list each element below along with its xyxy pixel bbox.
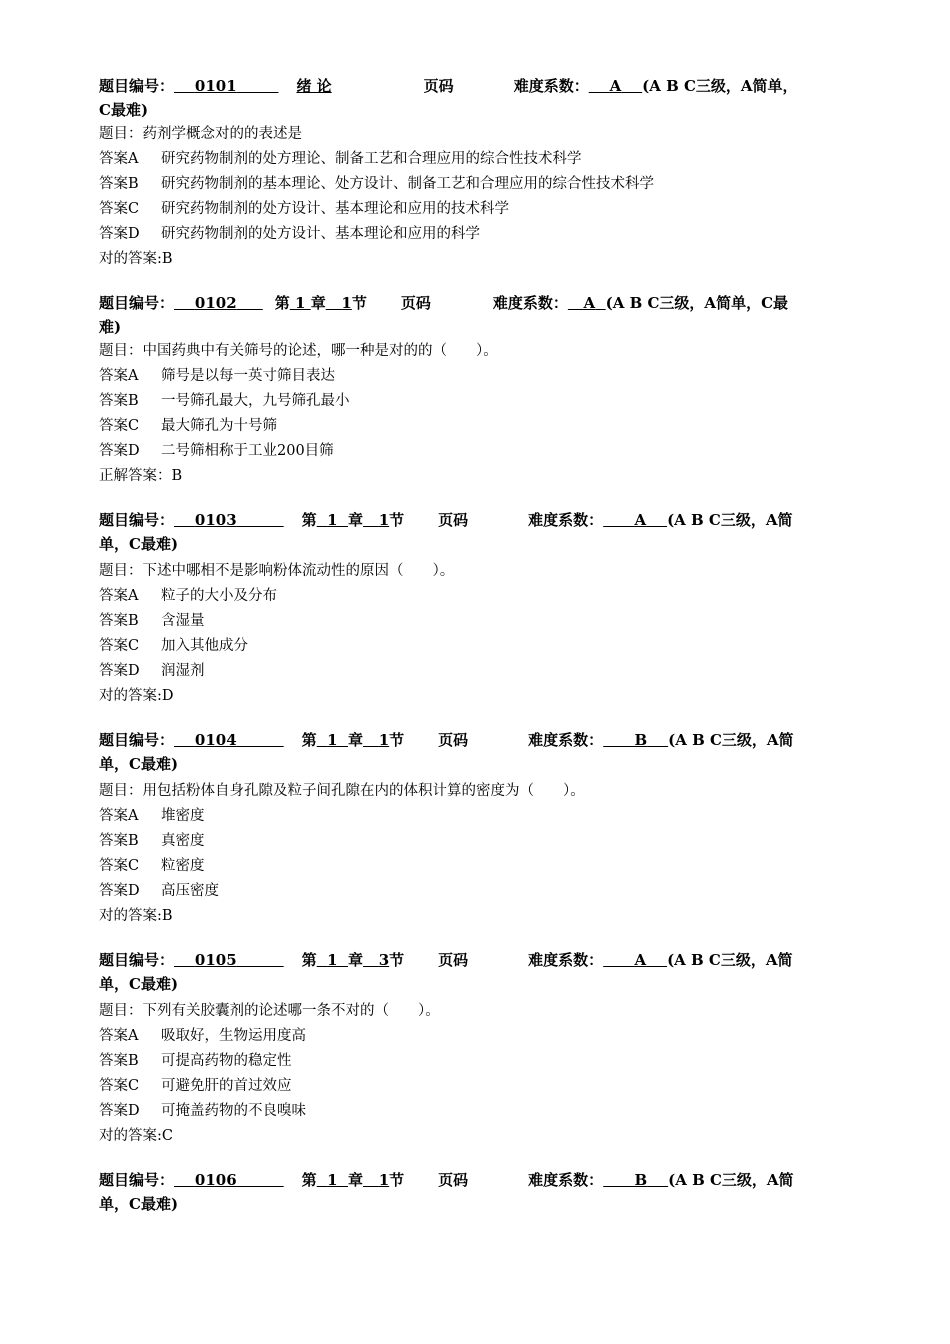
difficulty-label: 难度系数：: [513, 77, 589, 95]
question-block: [99, 728, 859, 929]
difficulty-scale-end: 单，C最难): [99, 1195, 179, 1213]
correct-answer: 对的答案:D: [99, 688, 174, 704]
chapter-number: 1: [295, 294, 306, 312]
difficulty-label: 难度系数：: [492, 294, 568, 312]
number-label: 题目编号：: [99, 77, 175, 95]
option-b: 答案B 研究药物制剂的基本理论、处方设计、制备工艺和合理应用的综合性技术科学: [99, 176, 654, 192]
difficulty-value: A: [634, 951, 647, 969]
option-c: 答案C 粒密度: [99, 858, 205, 874]
option-d: 答案D 研究药物制剂的处方设计、基本理论和应用的科学: [99, 226, 480, 242]
difficulty-scale: (A B C三级，A简: [667, 951, 793, 969]
question-header: 题目编号： 0103 第 1 章 1节 页码 难度系数： A (A B C三级，A简 单，C最难): [99, 511, 793, 553]
question-number: 0101: [194, 77, 237, 95]
question-text: 题目：下述中哪相不是影响粉体流动性的原因（ ）。: [99, 563, 455, 579]
correct-answer: 正解答案：B: [99, 468, 183, 484]
page-label: 页码: [400, 294, 431, 312]
difficulty-scale: (A B C三级，A简: [668, 1171, 794, 1189]
option-b: 答案B 一号筛孔最大，九号筛孔最小: [99, 393, 350, 409]
option-c: 答案C 研究药物制剂的处方设计、基本理论和应用的技术科学: [99, 201, 509, 217]
difficulty-value: A: [609, 77, 622, 95]
question-text: 题目：药剂学概念对的的表述是: [99, 126, 302, 142]
chapter-number: 1: [327, 731, 338, 749]
question-block: [99, 1168, 859, 1216]
option-a: 答案A 粒子的大小及分布: [99, 588, 277, 604]
difficulty-scale-end: 单，C最难): [99, 975, 179, 993]
difficulty-scale-end: C最难): [99, 101, 149, 119]
option-c: 答案C 最大筛孔为十号筛: [99, 418, 277, 434]
option-d: 答案D 润湿剂: [99, 663, 205, 679]
correct-answer: 对的答案:B: [99, 908, 173, 924]
number-label: 题目编号：: [99, 731, 175, 749]
option-a: 答案A 研究药物制剂的处方理论、制备工艺和合理应用的综合性技术科学: [99, 151, 582, 167]
option-a: 答案A 吸取好，生物运用度高: [99, 1028, 306, 1044]
difficulty-scale: (A B C三级，A简单，C最: [605, 294, 789, 312]
page-label: 页码: [438, 731, 469, 749]
question-block: [99, 291, 859, 489]
question-block: [99, 508, 859, 709]
chapter-number: 1: [327, 511, 338, 529]
difficulty-scale-end: 单，C最难): [99, 755, 179, 773]
difficulty-scale: (A B C三级，A简: [668, 731, 794, 749]
difficulty-value: B: [634, 731, 648, 749]
question-text: 题目：下列有关胶囊剂的论述哪一条不对的（ ）。: [99, 1003, 440, 1019]
chapter-label: 第: [274, 294, 290, 312]
correct-answer: 对的答案:C: [99, 1128, 173, 1144]
chapter-label: 第: [301, 951, 317, 969]
question-block: [99, 74, 859, 272]
section-number: 1: [378, 1171, 390, 1189]
question-header: [99, 74, 859, 122]
question-header: 题目编号： 0105 第 1 章 3节 页码 难度系数： A (A B C三级，A简 单，C最难): [99, 951, 793, 993]
difficulty-scale: (A B C三级，A简: [667, 511, 793, 529]
question-number: 0103: [194, 511, 237, 529]
section-number: 1: [378, 731, 390, 749]
option-d: 答案D 可掩盖药物的不良嗅味: [99, 1103, 306, 1119]
question-header: 题目编号： 0104 第 1 章 1节 页码 难度系数： B (A B C三级，A简 单，C最难): [99, 731, 794, 773]
question-bank-page: [99, 74, 859, 1235]
option-b: 答案B 可提高药物的稳定性: [99, 1053, 292, 1069]
difficulty-scale: (A B C三级，A简单，: [642, 77, 798, 95]
question-text: 题目：中国药典中有关筛号的论述，哪一种是对的的（ ）。: [99, 343, 498, 359]
option-c: 答案C 可避免肝的首过效应: [99, 1078, 292, 1094]
chapter-label: 第: [301, 1171, 317, 1189]
section-number: 3: [378, 951, 390, 969]
question-header: 题目编号： 0106 第 1 章 1节 页码 难度系数： B (A B C三级，A简 单，C最难): [99, 1171, 794, 1213]
chapter-label: 第: [301, 511, 317, 529]
difficulty-value: B: [634, 1171, 648, 1189]
difficulty-label: 难度系数：: [528, 511, 604, 529]
section-number: 1: [341, 294, 352, 312]
option-a: 答案A 堆密度: [99, 808, 205, 824]
difficulty-label: 难度系数：: [528, 951, 604, 969]
number-label: 题目编号：: [99, 951, 175, 969]
option-d: 答案D 高压密度: [99, 883, 219, 899]
chapter-number: 1: [327, 951, 338, 969]
chapter-number: 1: [327, 1171, 338, 1189]
chapter-label: 第: [301, 731, 317, 749]
option-b: 答案B 真密度: [99, 833, 205, 849]
option-b: 答案B 含湿量: [99, 613, 205, 629]
option-d: 答案D 二号筛相称于工业200目筛: [99, 443, 334, 459]
option-a: 答案A 筛号是以每一英寸筛目表达: [99, 368, 335, 384]
option-c: 答案C 加入其他成分: [99, 638, 248, 654]
question-number: 0106: [194, 1171, 237, 1189]
question-number: 0102: [194, 294, 237, 312]
question-header: 题目编号： 0102 第 1 章 1节 页码 难度系数： A (A B C三级，A简单，C最 难): [99, 294, 789, 336]
number-label: 题目编号：: [99, 294, 175, 312]
page-label: 页码: [423, 77, 454, 95]
difficulty-value: A: [583, 294, 596, 312]
difficulty-value: A: [634, 511, 647, 529]
page-label: 页码: [438, 1171, 469, 1189]
difficulty-label: 难度系数：: [528, 1171, 604, 1189]
page-label: 页码: [438, 511, 469, 529]
number-label: 题目编号：: [99, 511, 175, 529]
correct-answer: 对的答案:B: [99, 251, 173, 267]
difficulty-scale-end: 难): [99, 318, 122, 336]
page-label: 页码: [438, 951, 469, 969]
question-number: 0104: [194, 731, 237, 749]
section-number: 1: [378, 511, 390, 529]
difficulty-scale-end: 单，C最难): [99, 535, 179, 553]
question-number: 0105: [194, 951, 237, 969]
topic: 绪 论: [296, 77, 332, 95]
question-block: [99, 948, 859, 1149]
difficulty-label: 难度系数：: [528, 731, 604, 749]
question-text: 题目：用包括粉体自身孔隙及粒子间孔隙在内的体积计算的密度为（ ）。: [99, 783, 585, 799]
number-label: 题目编号：: [99, 1171, 175, 1189]
